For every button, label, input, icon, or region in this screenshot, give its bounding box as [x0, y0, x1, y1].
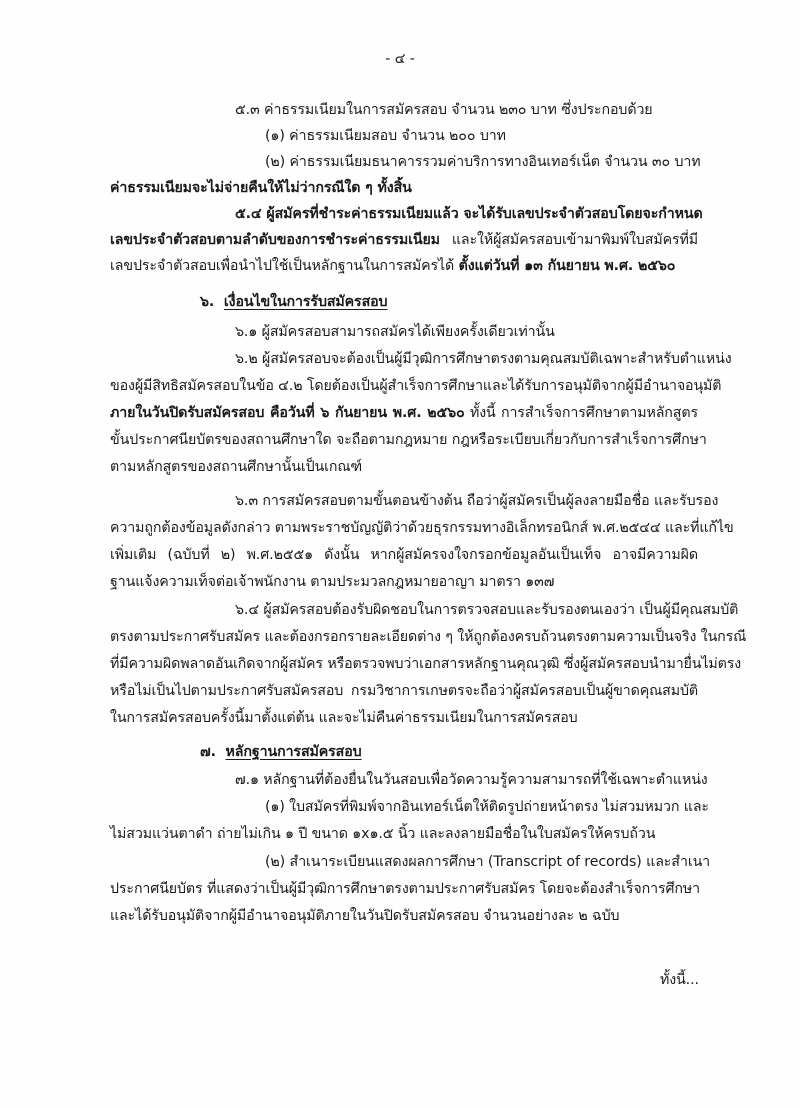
clause-6-1: ๖.๑ ผู้สมัครสอบสามารถสมัครได้เพียงครั้งเดียวเท่านั้น — [235, 324, 555, 340]
evidence-item-2-line-1: (๒) สำเนาระเบียนแสดงผลการศึกษา (Transcript of records) และสำเนา — [265, 854, 711, 870]
clause-6-4-line-3: ที่มีความผิดพลาดอันเกิดจากผู้สมัคร หรือตรวจพบว่าเอกสารหลักฐานคุณวุฒิ ซึ่งผู้สมัครสอบนำมายื่นไม่ตรง — [110, 656, 742, 672]
section-6-title: เงื่อนไขในการรับสมัครสอบ — [223, 294, 388, 310]
clause-6-2-line-3 — [110, 403, 698, 423]
section-7-title: หลักฐานการสมัครสอบ — [225, 744, 362, 760]
continuation-marker: ทั้งนี้... — [660, 972, 699, 988]
clause-6-2-line-2: ของผู้มีสิทธิสมัครสอบในข้อ ๔.๒ โดยต้องเป็นผู้สำเร็จการศึกษาและได้รับการอนุมัติจากผู้มีอำนาจอนุมัติ — [110, 378, 722, 394]
evidence-item-1-line-2: ไม่สวมแว่นตาดำ ถ่ายไม่เกิน ๑ ปี ขนาด ๑x๑.๕ นิ้ว และลงลายมือชื่อในใบสมัครให้ครบถ้วน — [110, 826, 656, 842]
evidence-item-1-line-1: (๑) ใบสมัครที่พิมพ์จากอินเทอร์เน็ตให้ติดรูปถ่ายหน้าตรง ไม่สวมหมวก และ — [265, 799, 709, 815]
section-7-heading — [200, 742, 362, 762]
clause-6-2-line-1: ๖.๒ ผู้สมัครสอบจะต้องเป็นผู้มีวุฒิการศึกษาตรงตามคุณสมบัติเฉพาะสำหรับตำแหน่ง — [235, 351, 732, 367]
clause-6-3-line-3: เพิ่มเติม (ฉบับที่ ๒) พ.ศ.๒๕๕๑ ดังนั้น หากผู้สมัครจงใจกรอกข้อมูลอันเป็นเท็จ อาจมีความผิด — [110, 547, 698, 563]
clause-6-4-line-1: ๖.๔ ผู้สมัครสอบต้องรับผิดชอบในการตรวจสอบและรับรองตนเองว่า เป็นผู้มีคุณสมบัติ — [235, 602, 739, 618]
clause-6-3-line-4: ฐานแจ้งความเท็จต่อเจ้าพนักงาน ตามประมวลกฎหมายอาญา มาตรา ๑๓๗ — [110, 574, 555, 590]
clause-6-4-line-4: หรือไม่เป็นไปตามประกาศรับสมัครสอบ กรมวิชาการเกษตรจะถือว่าผู้สมัครสอบเป็นผู้ขาดคุณสมบัติ — [110, 683, 698, 699]
exam-number-bold: เลขประจำตัวสอบตามลำดับของการชำระค่าธรรมเนียม — [110, 232, 440, 248]
exam-number-rest: และให้ผู้สมัครสอบเข้ามาพิมพ์ใบสมัครที่มี — [439, 232, 698, 248]
exam-number-line-2 — [110, 230, 698, 250]
clause-7-1: ๗.๑ หลักฐานที่ต้องยื่นในวันสอบเพื่อวัดความรู้ความสามารถที่ใช้เฉพาะตำแหน่ง — [235, 772, 708, 788]
clause-6-4-line-2: ตรงตามประกาศรับสมัคร และต้องกรอกรายละเอียดต่าง ๆ ให้ถูกต้องครบถ้วนตรงตามความเป็นจริง ในกรณี — [110, 629, 747, 645]
evidence-item-2-line-2: ประกาศนียบัตร ที่แสดงว่าเป็นผู้มีวุฒิการศึกษาตรงตามประกาศรับสมัคร โดยจะต้องสำเร็จการศึกษา — [110, 881, 700, 897]
closing-date-bold: ภายในวันปิดรับสมัครสอบ คือวันที่ ๖ กันยายน พ.ศ. ๒๕๖๐ — [110, 405, 465, 421]
clause-6-3-line-1: ๖.๓ การสมัครสอบตามขั้นตอนข้างต้น ถือว่าผู้สมัครเป็นผู้ลงลายมือชื่อ และรับรอง — [235, 493, 719, 509]
fee-nonrefundable-note: ค่าธรรมเนียมจะไม่จ่ายคืนให้ไม่ว่ากรณีใด ๆ ทั้งสิ้น — [110, 180, 412, 196]
clause-6-4-line-5: ในการสมัครสอบครั้งนี้มาตั้งแต่ต้น และจะไม่คืนค่าธรรมเนียมในการสมัครสอบ — [110, 710, 578, 726]
fee-heading: ๕.๓ ค่าธรรมเนียมในการสมัครสอบ จำนวน ๒๓๐ บาท ซึ่งประกอบด้วย — [235, 102, 653, 118]
exam-number-start-date: ตั้งแต่วันที่ ๑๓ กันยายน พ.ศ. ๒๕๖๐ — [458, 258, 676, 274]
exam-number-line-3 — [110, 256, 675, 276]
exam-number-line-1: ๕.๔ ผู้สมัครที่ชำระค่าธรรมเนียมแล้ว จะได้รับเลขประจำตัวสอบโดยจะกำหนด — [235, 206, 703, 222]
exam-number-usage: เลขประจำตัวสอบเพื่อนำไปใช้เป็นหลักฐานในการสมัครได้ — [110, 258, 459, 274]
fee-item-2: (๒) ค่าธรรมเนียมธนาคารรวมค่าบริการทางอินเทอร์เน็ต จำนวน ๓๐ บาท — [265, 154, 701, 170]
section-6-heading — [200, 292, 387, 312]
page-number: - ๔ - — [385, 51, 415, 67]
clause-6-2-line-4: ขั้นประกาศนียบัตรของสถานศึกษาใด จะถือตามกฎหมาย กฎหรือระเบียบเกี่ยวกับการสำเร็จการศึกษา — [110, 432, 707, 448]
closing-date-rest: ทั้งนี้ การสำเร็จการศึกษาตามหลักสูตร — [464, 405, 698, 421]
section-6-number: ๖. — [200, 294, 215, 310]
clause-6-3-line-2: ความถูกต้องข้อมูลดังกล่าว ตามพระราชบัญญัติว่าด้วยธุรกรรมทางอิเล็กทรอนิกส์ พ.ศ.๒๕๔๔ และที่แก้ไข — [110, 520, 734, 536]
fee-item-1: (๑) ค่าธรรมเนียมสอบ จำนวน ๒๐๐ บาท — [265, 128, 506, 144]
clause-6-2-line-5: ตามหลักสูตรของสถานศึกษานั้นเป็นเกณฑ์ — [110, 459, 363, 475]
evidence-item-2-line-3: และได้รับอนุมัติจากผู้มีอำนาจอนุมัติภายในวันปิดรับสมัครสอบ จำนวนอย่างละ ๒ ฉบับ — [110, 908, 620, 924]
section-7-number: ๗. — [200, 744, 216, 760]
